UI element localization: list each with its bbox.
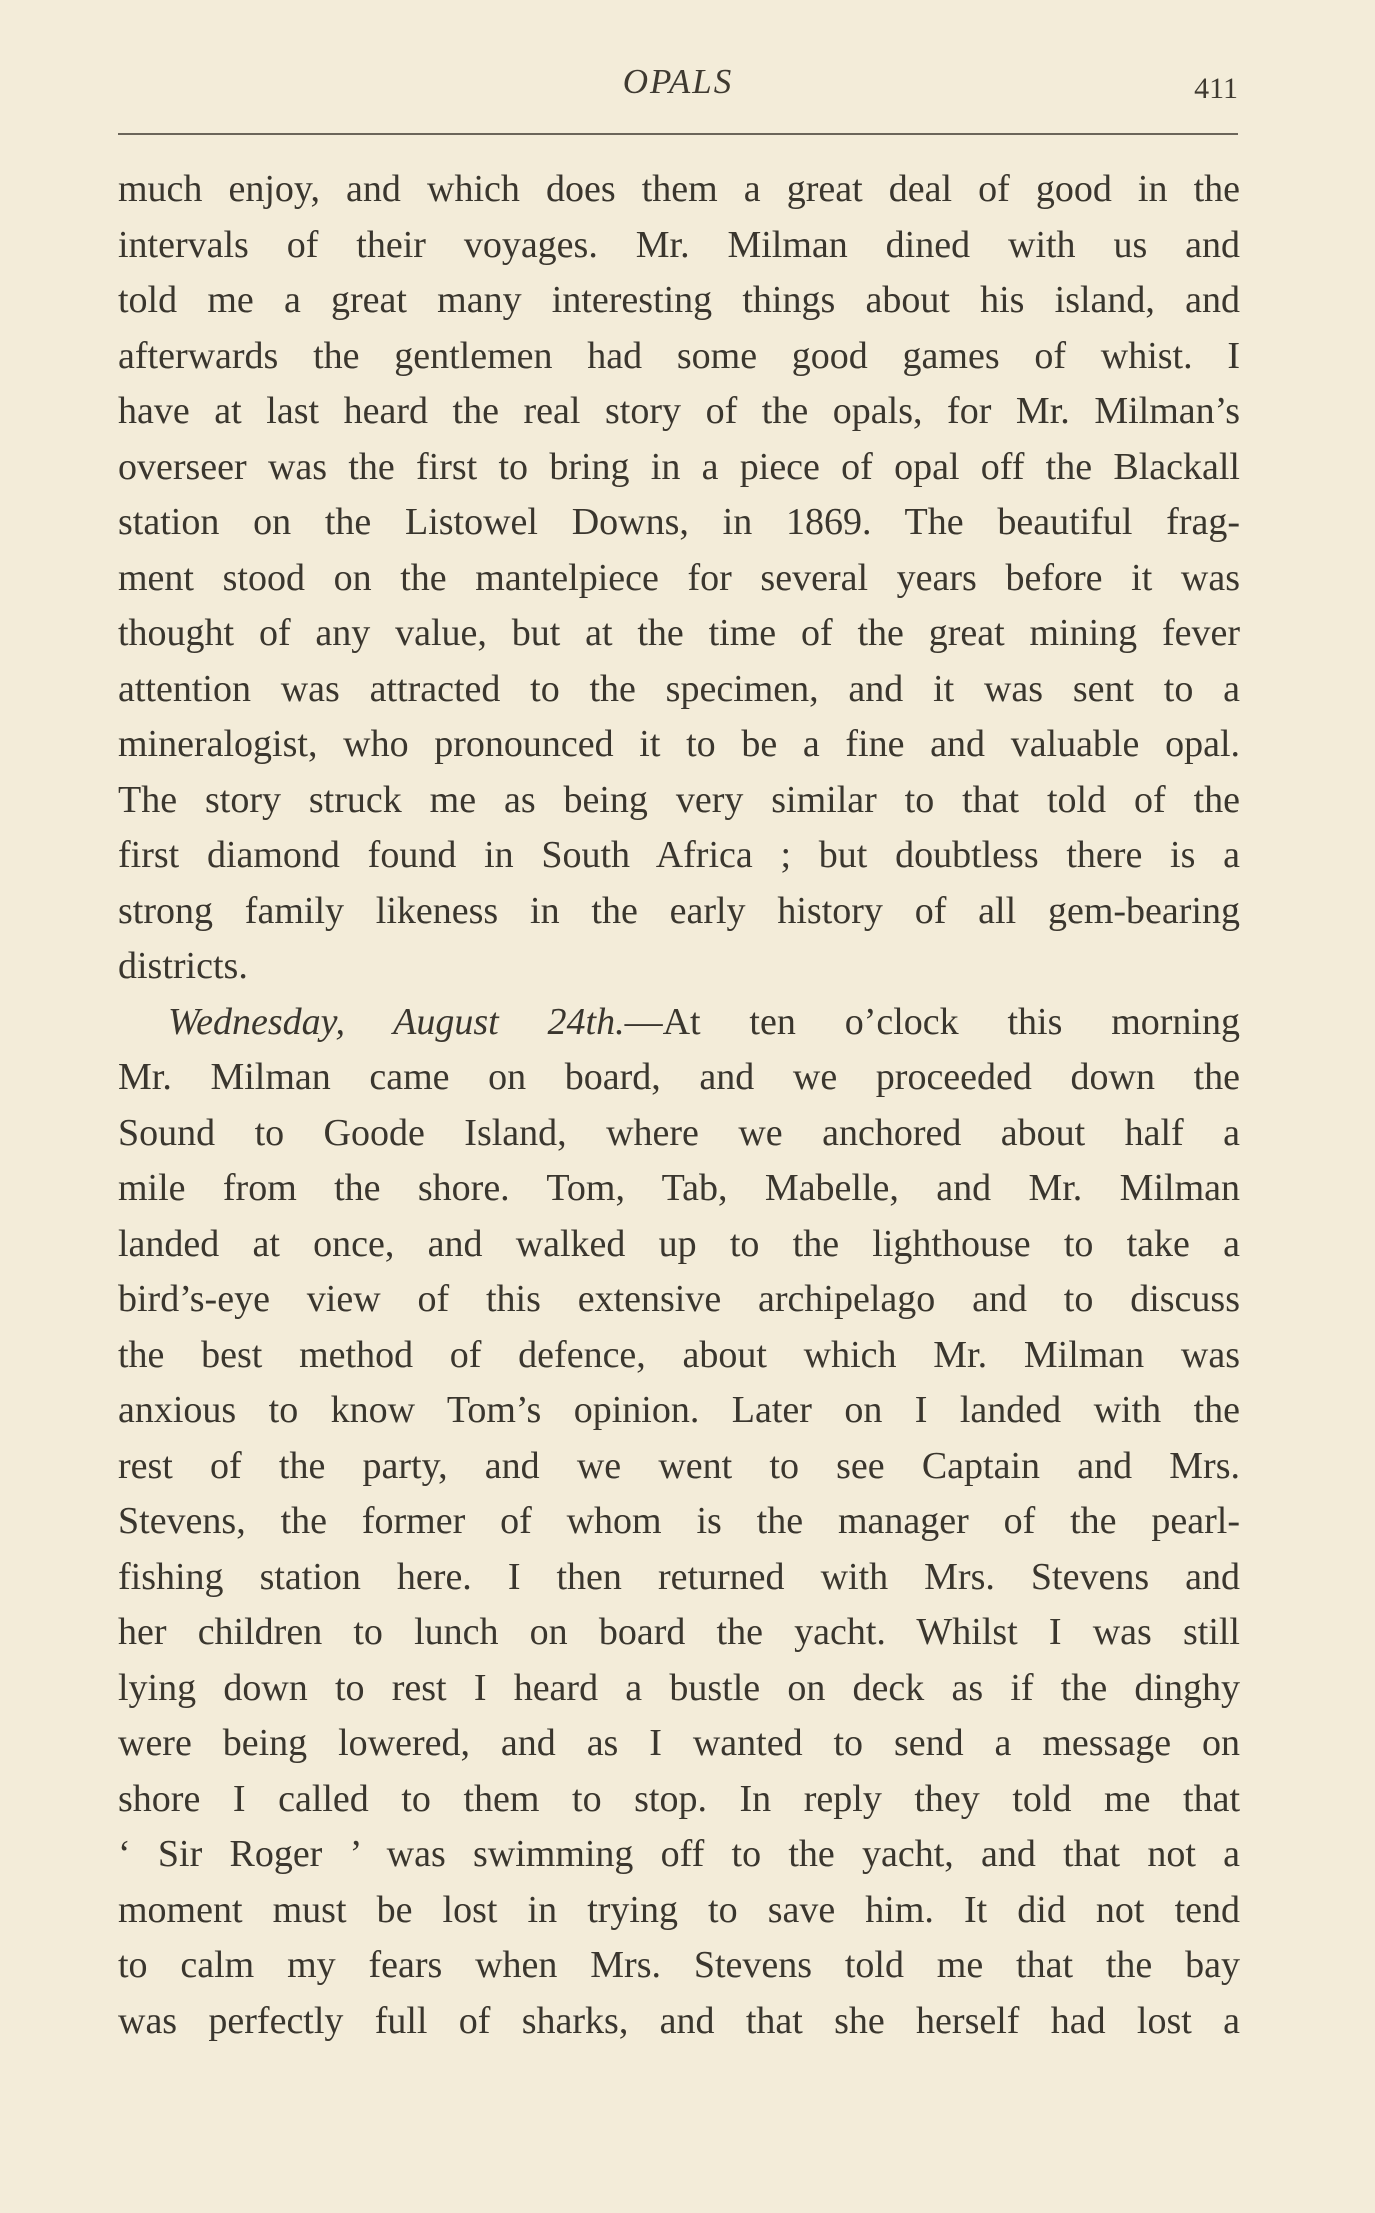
text-line: strong family likeness in the early history of all gem-bearing bbox=[118, 889, 1240, 932]
text-line: shore I called to them to stop. In reply they told me that bbox=[118, 1777, 1240, 1820]
date-heading: Wednesday, August 24th. bbox=[168, 1000, 625, 1043]
text-line: attention was attracted to the specimen, and it was sent to a bbox=[118, 667, 1240, 710]
text-line: ‘ Sir Roger ’ was swimming off to the yacht, and that not a bbox=[118, 1833, 1240, 1875]
text-line: Sound to Goode Island, where we anchored about half a bbox=[118, 1111, 1240, 1154]
text-line: overseer was the first to bring in a piece of opal off the Blackall bbox=[118, 445, 1240, 488]
text-line: districts. bbox=[118, 945, 248, 987]
text-line: much enjoy, and which does them a great deal of good in the bbox=[118, 168, 1240, 210]
paragraph-2 bbox=[118, 995, 1240, 2050]
date-line-text: —At ten o’clock this morning bbox=[624, 1000, 1240, 1043]
text-line: mineralogist, who pronounced it to be a fine and valuable opal. bbox=[118, 723, 1240, 765]
paragraph-1 bbox=[118, 162, 1240, 995]
text-line: mile from the shore. Tom, Tab, Mabelle, and Mr. Milman bbox=[118, 1167, 1240, 1209]
text-line: told me a great many interesting things about his island, and bbox=[118, 279, 1240, 321]
running-title: OPALS bbox=[622, 62, 734, 101]
text-line: station on the Listowel Downs, in 1869. The beautiful frag- bbox=[118, 501, 1240, 543]
text-line: lying down to rest I heard a bustle on deck as if the dinghy bbox=[118, 1666, 1240, 1709]
text-line: moment must be lost in trying to save him. It did not tend bbox=[118, 1888, 1240, 1931]
text-line: thought of any value, but at the time of the great mining fever bbox=[118, 612, 1240, 654]
text-line: fishing station here. I then returned with Mrs. Stevens and bbox=[118, 1555, 1240, 1598]
text-line: her children to lunch on board the yacht. Whilst I was still bbox=[118, 1611, 1240, 1653]
text-line: were being lowered, and as I wanted to send a message on bbox=[118, 1722, 1240, 1764]
text-line: Mr. Milman came on board, and we proceeded down the bbox=[118, 1056, 1240, 1098]
text-line: was perfectly full of sharks, and that she herself had lost a bbox=[118, 1999, 1240, 2042]
running-head bbox=[118, 62, 1238, 112]
text-line: first diamond found in South Africa ; but doubtless there is a bbox=[118, 834, 1240, 876]
text-line: to calm my fears when Mrs. Stevens told me that the bay bbox=[118, 1944, 1240, 1986]
text-line: have at last heard the real story of the opals, for Mr. Milman’s bbox=[118, 390, 1240, 432]
text-line: Stevens, the former of whom is the manager of the pearl- bbox=[118, 1500, 1240, 1542]
text-line: The story struck me as being very similar to that told of the bbox=[118, 778, 1240, 821]
text-line-dated bbox=[118, 995, 1240, 1051]
text-line: bird’s-eye view of this extensive archipelago and to discuss bbox=[118, 1278, 1240, 1320]
text-line: anxious to know Tom’s opinion. Later on I landed with the bbox=[118, 1389, 1240, 1431]
text-line: ment stood on the mantelpiece for several years before it was bbox=[118, 556, 1240, 599]
text-line: intervals of their voyages. Mr. Milman dined with us and bbox=[118, 223, 1240, 266]
page-number: 411 bbox=[1194, 72, 1238, 105]
text-line: afterwards the gentlemen had some good games of whist. I bbox=[118, 334, 1240, 377]
text-line: landed at once, and walked up to the lighthouse to take a bbox=[118, 1222, 1240, 1265]
body-text bbox=[118, 162, 1240, 2049]
text-line: the best method of defence, about which Mr. Milman was bbox=[118, 1333, 1240, 1376]
text-line: rest of the party, and we went to see Captain and Mrs. bbox=[118, 1444, 1240, 1487]
header-rule bbox=[118, 133, 1238, 135]
